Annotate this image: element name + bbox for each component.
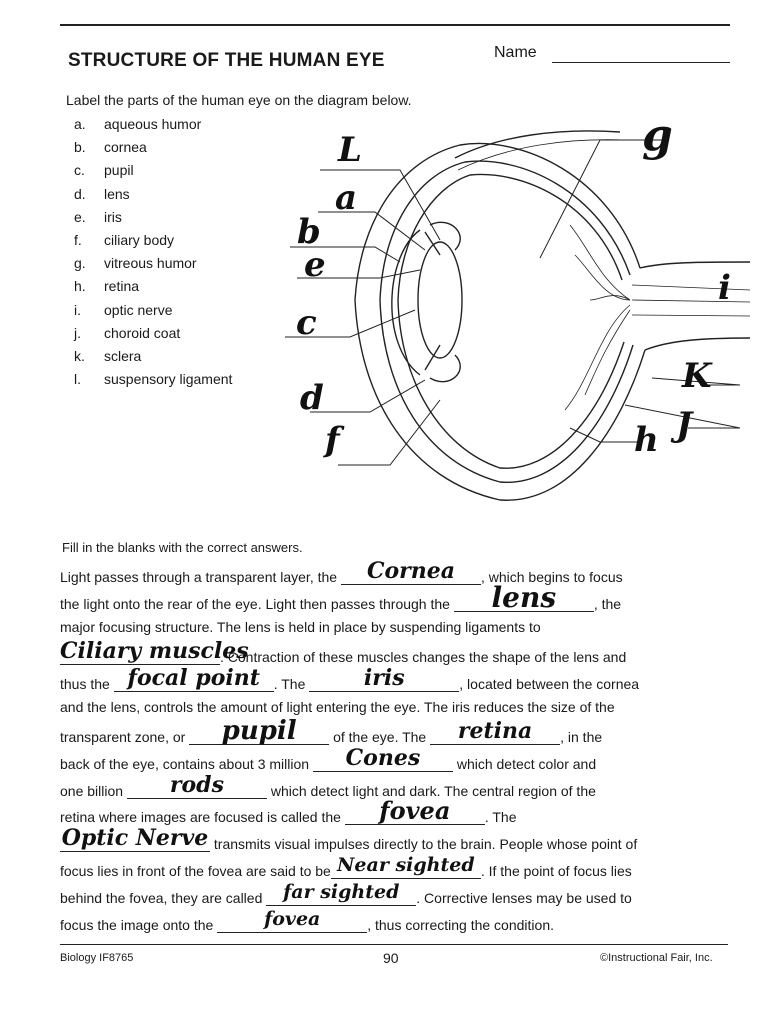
diagram-label-j: J — [676, 405, 693, 445]
page-number: 90 — [383, 950, 399, 966]
list-item: f. ciliary body — [74, 231, 175, 248]
fill-in-heading: Fill in the blanks with the correct answers. — [62, 540, 303, 555]
paragraph-line: back of the eye, contains about 3 million Cones which detect color and — [60, 745, 597, 772]
paragraph-line: focus lies in front of the fovea are said to be Near sighted . If the point of focus lies — [60, 854, 632, 879]
list-item: i. optic nerve — [74, 301, 173, 318]
diagram-label-a: a — [335, 178, 358, 218]
list-item: k. sclera — [74, 347, 142, 364]
answer-blank-3[interactable]: Ciliary muscles — [60, 638, 249, 664]
answer-blank-11[interactable]: Optic Nerve — [61, 825, 209, 851]
paragraph-line: Light passes through a transparent layer, the Cornea , which begins to focus — [60, 558, 623, 585]
paragraph-line: behind the fovea, they are called far sighted . Corrective lenses may be used to — [60, 881, 632, 906]
list-item: g. vitreous humor — [74, 255, 197, 272]
diagram-label-k: K — [682, 356, 712, 396]
answer-blank-8[interactable]: Cones — [313, 753, 453, 772]
paragraph-line: one billion rods which detect light and dark. The central region of the — [60, 772, 596, 799]
answer-blank-14[interactable]: fovea — [217, 914, 367, 933]
top-rule — [60, 24, 730, 26]
eye-muscle — [455, 131, 620, 158]
diagram-label-l: L — [338, 130, 362, 170]
list-item: c. pupil — [74, 162, 134, 179]
paragraph-line: retina where images are focused is called the fovea . The — [60, 796, 517, 825]
paragraph-line: transparent zone, or pupil of the eye. The retina , in the — [60, 716, 603, 746]
paragraph-line: Ciliary muscles . Contraction of these muscles changes the shape of the lens and — [60, 638, 627, 665]
paragraph-line: thus the focal point . The iris , located between the cornea — [60, 665, 640, 692]
diagram-label-e: e — [304, 245, 326, 285]
answer-blank-6[interactable]: pupil — [189, 726, 329, 745]
diagram-label-b: b — [297, 212, 321, 252]
paragraph-line: Optic Nerve transmits visual impulses directly to the brain. People whose point of — [61, 825, 638, 852]
answer-blank-9[interactable]: rods — [127, 780, 267, 799]
sclera-outer — [355, 144, 645, 501]
list-item: a. aqueous humor — [74, 116, 202, 132]
answer-blank-12[interactable]: Near sighted — [331, 860, 481, 879]
answer-blank-2[interactable]: lens — [454, 593, 594, 612]
list-item: d. lens — [74, 185, 130, 202]
diagram-label-c: c — [296, 303, 317, 343]
list-item: e. iris — [74, 208, 122, 225]
diagram-label-i: i — [718, 268, 731, 308]
paragraph-line: the light onto the rear of the eye. Light then passes through the lens , the — [60, 581, 622, 614]
diagram-label-h: h — [634, 420, 659, 460]
optic-nerve-top — [640, 262, 750, 268]
list-item: h. retina — [74, 278, 140, 295]
paragraph-line: focus the image onto the fovea , thus correcting the condition. — [60, 908, 554, 933]
diagram-label-g: g — [642, 110, 673, 161]
retina-line — [398, 174, 624, 468]
answer-blank-4[interactable]: focal point — [114, 673, 274, 692]
list-item: l. suspensory ligament — [74, 371, 233, 388]
diagram-label-d: d — [300, 378, 324, 418]
answer-blank-13[interactable]: far sighted — [266, 887, 416, 906]
optic-nerve-bottom — [645, 338, 750, 350]
list-item: b. cornea — [74, 139, 147, 156]
answer-blank-1[interactable]: Cornea — [341, 566, 481, 585]
sclera-inner — [380, 161, 633, 482]
ciliary-bottom — [430, 355, 460, 382]
list-item: j. choroid coat — [74, 324, 181, 341]
answer-blank-10[interactable]: fovea — [345, 806, 485, 825]
name-label: Name — [494, 44, 537, 61]
footer-book-code: Biology IF8765 — [60, 952, 134, 964]
parts-list — [74, 116, 232, 394]
answer-blank-7[interactable]: retina — [430, 726, 560, 745]
page-title: STRUCTURE OF THE HUMAN EYE — [68, 50, 385, 71]
footer-rule — [60, 944, 728, 945]
paragraph-line: major focusing structure. The lens is held in place by suspending ligaments to — [60, 619, 541, 635]
diagram-instructions: Label the parts of the human eye on the diagram below. — [66, 92, 412, 108]
diagram-label-f: f — [325, 420, 340, 460]
answer-blank-5[interactable]: iris — [309, 673, 459, 692]
footer-copyright: ©Instructional Fair, Inc. — [600, 952, 713, 964]
paragraph-line: and the lens, controls the amount of light entering the eye. The iris reduces the size of the — [60, 699, 615, 715]
lens-shape — [418, 242, 462, 358]
name-field-line[interactable] — [552, 62, 730, 63]
